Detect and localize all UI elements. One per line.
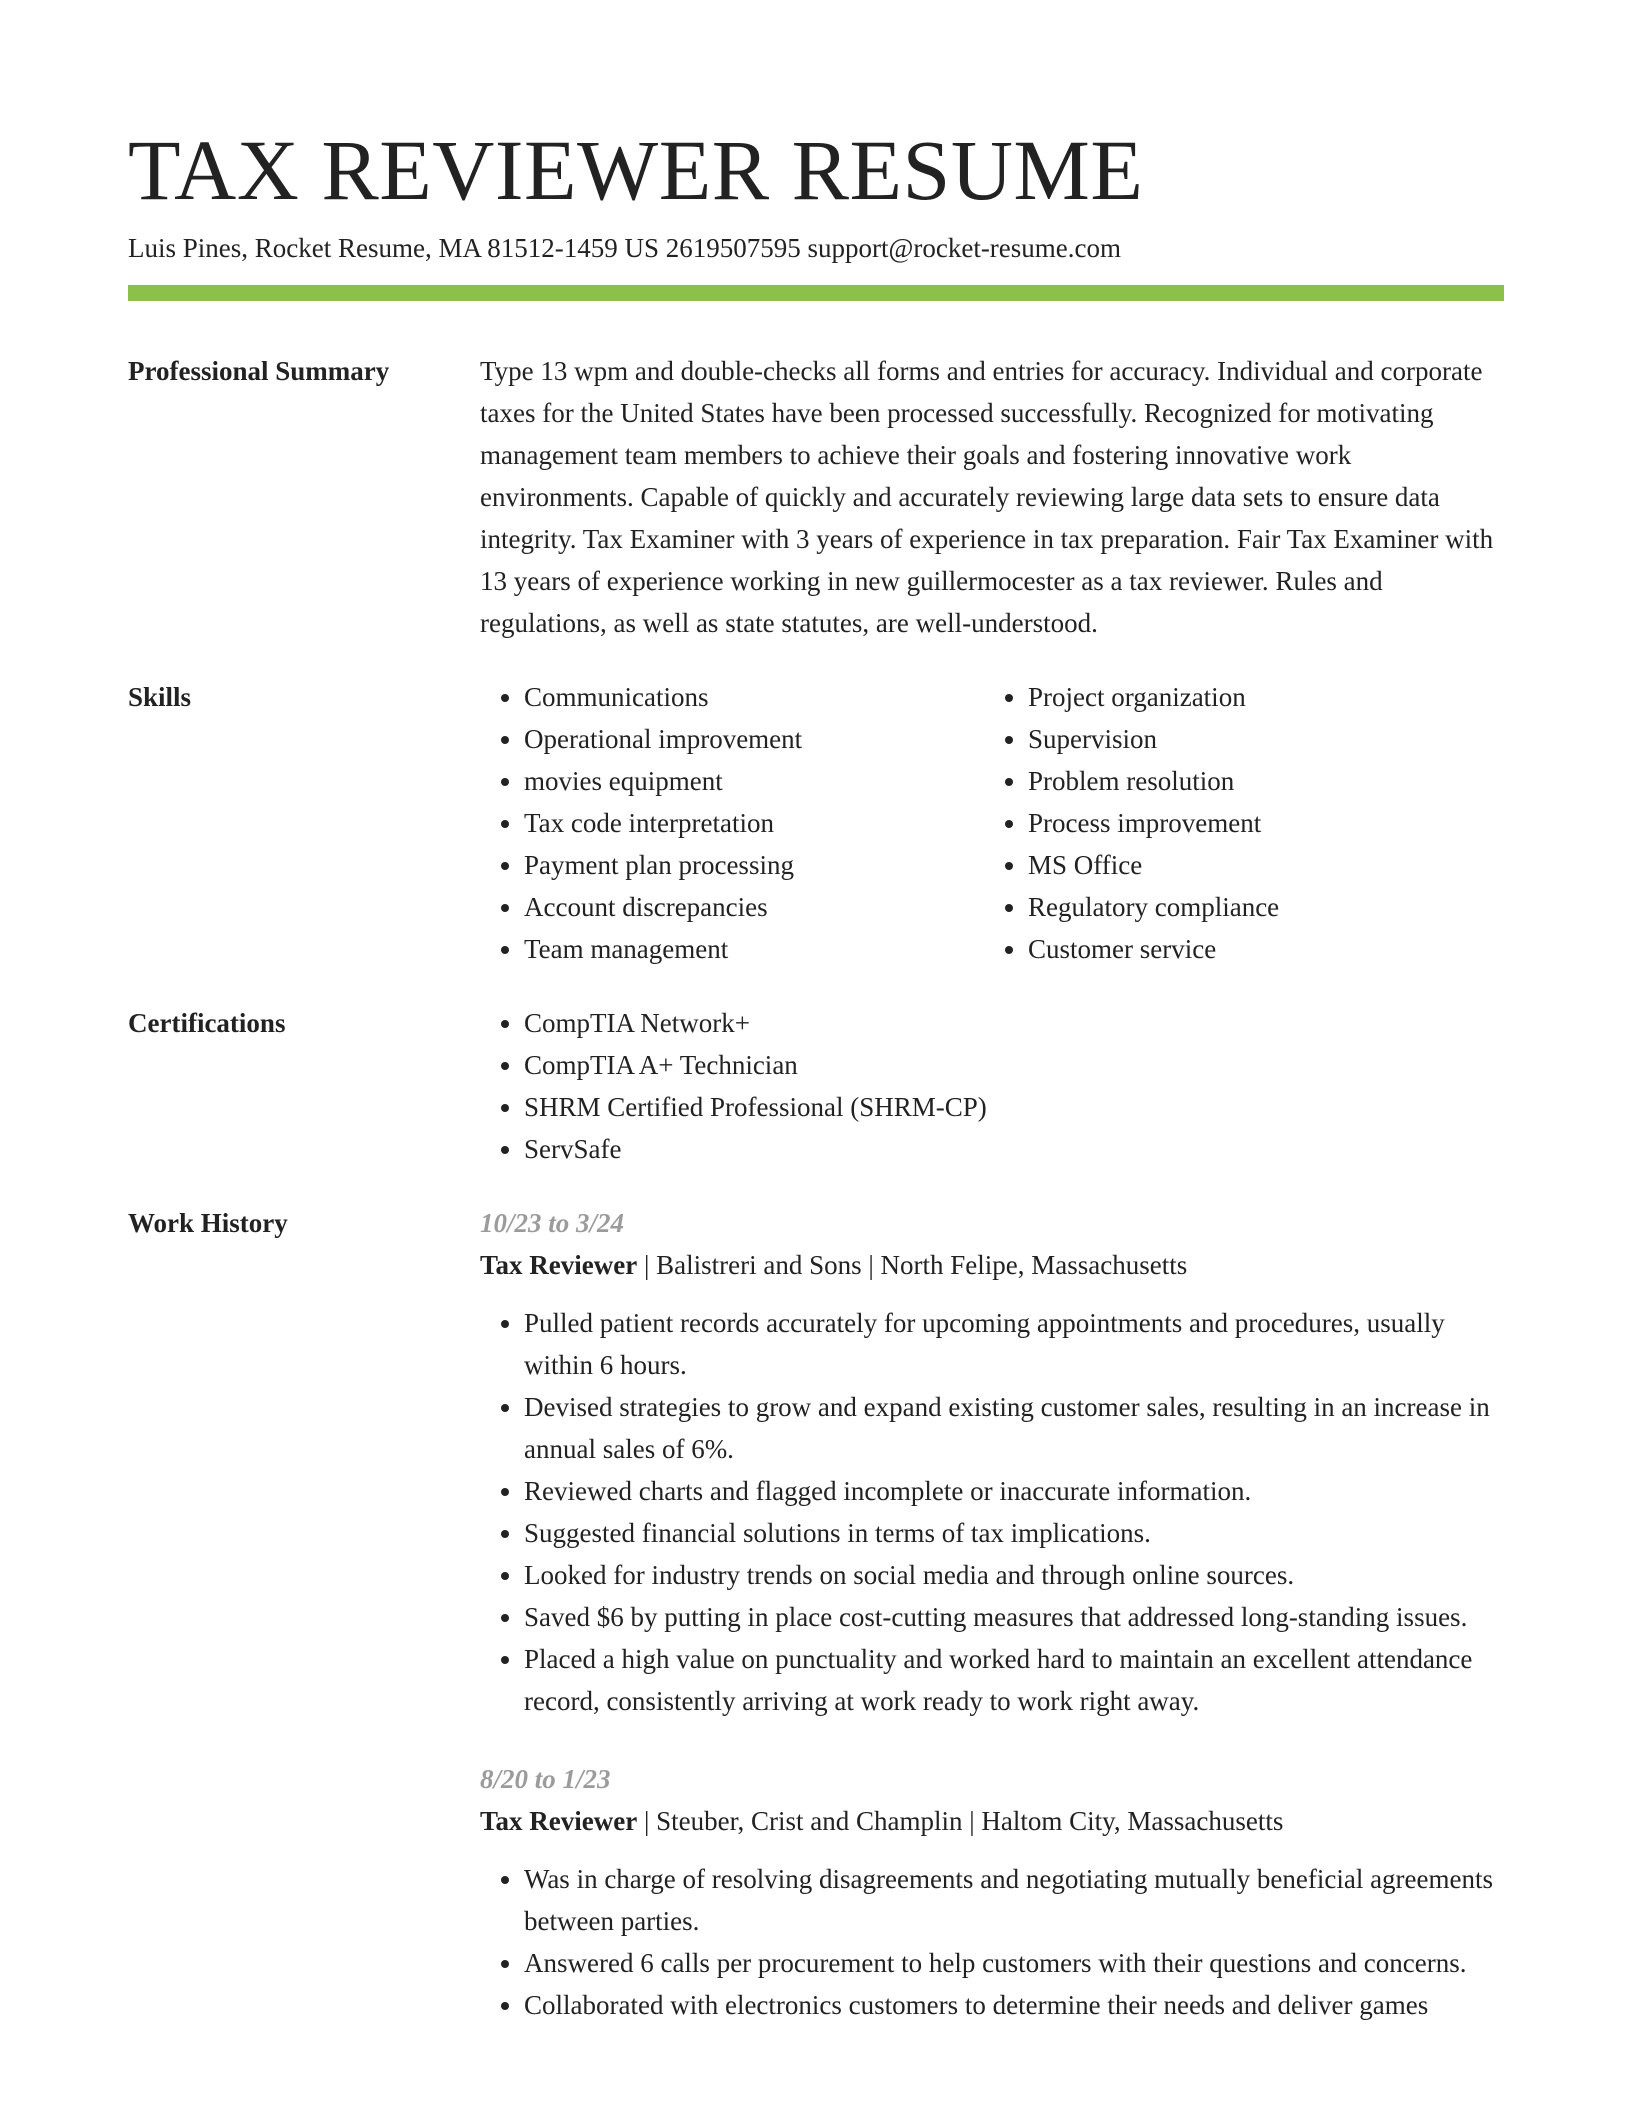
skill-item: • Supervision [1028, 718, 1488, 760]
certification-item: • CompTIA Network+ [524, 1002, 1504, 1044]
skill-item: • Communications [524, 676, 984, 718]
certifications-section [128, 1002, 1504, 1170]
skill-item: • Operational improvement [524, 718, 984, 760]
summary-heading: Professional Summary [128, 356, 390, 386]
job-entry [480, 1758, 1504, 2026]
job-entry [480, 1202, 1504, 1722]
job-bullet: • Devised strategies to grow and expand existing customer sales, resulting in an increase in annual sales of 6%. [524, 1386, 1504, 1470]
job-bullets [480, 1302, 1504, 1722]
certifications-list [480, 1002, 1504, 1170]
job-bullet: • Pulled patient records accurately for upcoming appointments and procedures, usually within 6 hours. [524, 1302, 1504, 1386]
summary-body [480, 350, 1504, 644]
skill-item: • Project organization [1028, 676, 1488, 718]
job-details: | Balistreri and Sons | North Felipe, Massachusetts [637, 1250, 1188, 1280]
skills-list-right [984, 676, 1488, 970]
summary-text: Type 13 wpm and double-checks all forms and entries for accuracy. Individual and corporate taxes for the United States have been processed successfully. Recognized for motivating management team members to achieve their goals and fostering innovative work environments. Capable of quickly and accurately reviewing large data sets to ensure data integrity. Tax Examiner with 3 years of experience in tax preparation. Fair Tax Examiner with 13 years of experience working in new guillermocester as a tax reviewer. Rules and regulations, as well as state statutes, are well-understood. [480, 356, 1494, 638]
skill-item: • Problem resolution [1028, 760, 1488, 802]
skill-item: • Tax code interpretation [524, 802, 984, 844]
certifications-heading: Certifications [128, 1008, 286, 1038]
work-history-heading: Work History [128, 1208, 288, 1238]
skill-item: • Process improvement [1028, 802, 1488, 844]
job-date: 10/23 to 3/24 [480, 1208, 625, 1238]
skills-section [128, 676, 1504, 970]
skills-list-left [480, 676, 984, 970]
job-role: Tax Reviewer [480, 1250, 638, 1280]
job-bullets [480, 1858, 1504, 2026]
contact-line: Luis Pines, Rocket Resume, MA 81512-1459 US 2619507595 support@rocket-resume.com [128, 233, 1122, 263]
job-title-line [480, 1800, 1504, 1842]
skill-item: • Account discrepancies [524, 886, 984, 928]
job-bullet: • Collaborated with electronics customers to determine their needs and deliver games [524, 1984, 1504, 2026]
resume-content [128, 350, 1504, 2026]
summary-section [128, 350, 1504, 644]
job-bullet: • Reviewed charts and flagged incomplete or inaccurate information. [524, 1470, 1504, 1512]
job-bullet: • Placed a high value on punctuality and worked hard to maintain an excellent attendance record, consistently arriving at work ready to work right away. [524, 1638, 1504, 1722]
job-bullet: • Was in charge of resolving disagreements and negotiating mutually beneficial agreements between parties. [524, 1858, 1504, 1942]
skill-item: • Customer service [1028, 928, 1488, 970]
work-history-body [480, 1202, 1504, 2026]
job-role: Tax Reviewer [480, 1806, 638, 1836]
job-title-line [480, 1244, 1504, 1286]
skills-heading: Skills [128, 682, 192, 712]
job-bullet: • Saved $6 by putting in place cost-cutting measures that addressed long-standing issues. [524, 1596, 1504, 1638]
resume-title: TAX REVIEWER RESUME [128, 122, 1144, 218]
job-bullet: • Looked for industry trends on social media and through online sources. [524, 1554, 1504, 1596]
skill-item: • Regulatory compliance [1028, 886, 1488, 928]
skill-item: • MS Office [1028, 844, 1488, 886]
job-bullet: • Suggested financial solutions in terms of tax implications. [524, 1512, 1504, 1554]
skill-item: • Team management [524, 928, 984, 970]
job-date: 8/20 to 1/23 [480, 1764, 611, 1794]
work-history-section [128, 1202, 1504, 2026]
certification-item: • ServSafe [524, 1128, 1504, 1170]
certification-item: • CompTIA A+ Technician [524, 1044, 1504, 1086]
job-details: | Steuber, Crist and Champlin | Haltom City, Massachusetts [637, 1806, 1284, 1836]
certification-item: • SHRM Certified Professional (SHRM-CP) [524, 1086, 1504, 1128]
certifications-body [480, 1002, 1504, 1170]
skill-item: • movies equipment [524, 760, 984, 802]
job-bullet: • Answered 6 calls per procurement to help customers with their questions and concerns. [524, 1942, 1504, 1984]
skill-item: • Payment plan processing [524, 844, 984, 886]
accent-divider [128, 285, 1504, 301]
skills-body [480, 676, 1504, 970]
